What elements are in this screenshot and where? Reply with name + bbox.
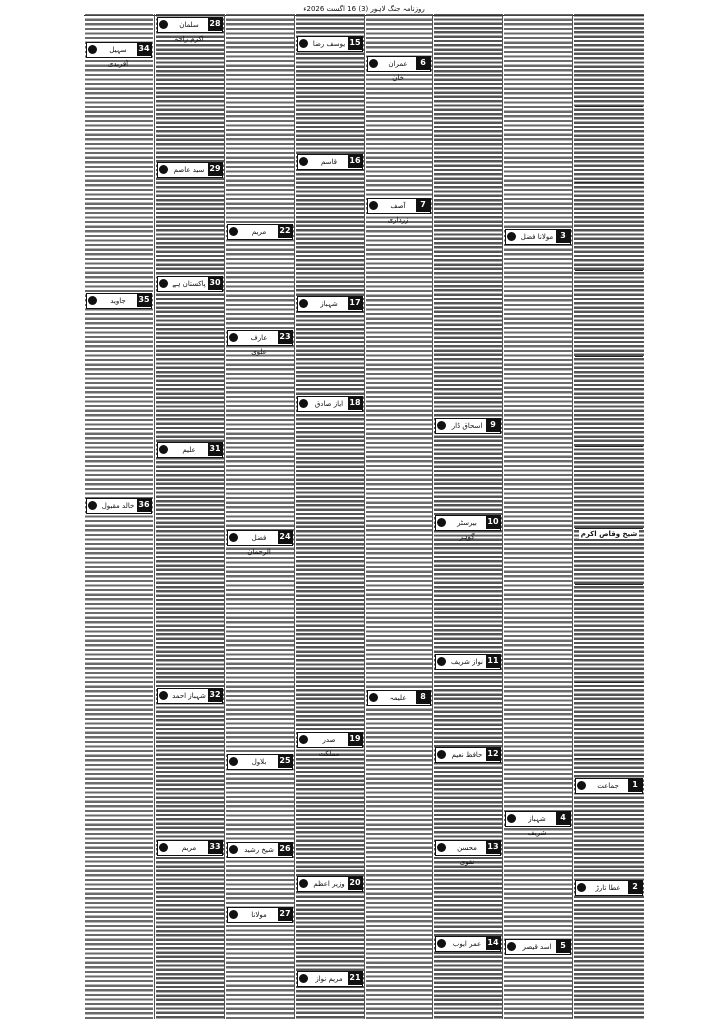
section-header-box bbox=[575, 778, 643, 794]
section-number: 9 bbox=[486, 418, 500, 432]
section-number: 28 bbox=[208, 17, 222, 31]
bullet-icon bbox=[229, 845, 238, 854]
section-number: 27 bbox=[278, 907, 292, 921]
bullet-icon bbox=[577, 883, 586, 892]
notice-separator bbox=[575, 270, 643, 271]
section-header-box bbox=[297, 732, 363, 758]
section-header-box bbox=[505, 939, 571, 955]
section-number: 33 bbox=[208, 840, 222, 854]
section-number: 12 bbox=[486, 747, 500, 761]
section-header-box bbox=[157, 162, 223, 178]
section-header-box bbox=[157, 17, 223, 43]
news-column bbox=[572, 14, 645, 1019]
section-header-box bbox=[367, 690, 431, 706]
section-name: مریم bbox=[251, 228, 267, 236]
bullet-icon bbox=[507, 942, 516, 951]
section-name: بلاول bbox=[251, 758, 267, 766]
section-name: سید عاصم bbox=[173, 166, 205, 174]
bullet-icon bbox=[299, 157, 308, 166]
section-number: 19 bbox=[348, 732, 362, 746]
section-name: وزیر اعظم bbox=[313, 880, 345, 888]
section-name: عارف علوی bbox=[250, 334, 268, 356]
section-name: اسحاق ڈار bbox=[451, 422, 483, 430]
section-number: 16 bbox=[348, 154, 362, 168]
bullet-icon bbox=[369, 693, 378, 702]
section-name: علیم bbox=[182, 446, 196, 454]
section-number: 20 bbox=[348, 876, 362, 890]
section-header-box bbox=[435, 654, 501, 670]
section-name: قاسم bbox=[320, 158, 337, 166]
section-name: مریم bbox=[181, 844, 197, 852]
bullet-icon bbox=[437, 843, 446, 852]
section-name: اسد قیصر bbox=[522, 943, 552, 951]
notice-separator bbox=[575, 106, 643, 107]
section-number: 21 bbox=[348, 971, 362, 985]
section-name: عمر ایوب bbox=[452, 940, 482, 948]
text-lines bbox=[504, 14, 572, 1019]
section-header-box bbox=[435, 515, 501, 541]
section-number: 17 bbox=[348, 296, 362, 310]
bullet-icon bbox=[369, 201, 378, 210]
bullet-icon bbox=[369, 59, 378, 68]
bullet-icon bbox=[159, 279, 168, 288]
section-header-box bbox=[367, 56, 431, 82]
section-name: پاکستان ہے bbox=[172, 280, 206, 288]
section-name: خالد مقبول bbox=[101, 502, 135, 510]
section-name: علیمہ bbox=[389, 694, 407, 702]
section-header-box bbox=[435, 418, 501, 434]
notice-separator bbox=[575, 356, 643, 357]
section-number: 31 bbox=[208, 442, 222, 456]
section-header-box bbox=[505, 811, 571, 837]
section-number: 6 bbox=[416, 56, 430, 70]
section-number: 10 bbox=[486, 515, 500, 529]
bullet-icon bbox=[437, 750, 446, 759]
section-name: مولانا فضل bbox=[520, 233, 554, 241]
section-number: 26 bbox=[278, 842, 292, 856]
bullet-icon bbox=[88, 45, 97, 54]
section-name: صدر مملکت bbox=[318, 736, 340, 758]
section-name: شہباز bbox=[320, 300, 338, 308]
section-number: 29 bbox=[208, 162, 222, 176]
bullet-icon bbox=[299, 299, 308, 308]
section-name: عطا تارڑ bbox=[595, 884, 621, 892]
news-column bbox=[224, 14, 295, 1019]
news-column bbox=[84, 14, 154, 1019]
notice-separator bbox=[575, 682, 643, 683]
bullet-icon bbox=[299, 735, 308, 744]
bullet-icon bbox=[159, 20, 168, 29]
section-number: 35 bbox=[137, 293, 151, 307]
notice-separator bbox=[575, 584, 643, 585]
bullet-icon bbox=[299, 974, 308, 983]
bullet-icon bbox=[437, 421, 446, 430]
news-column bbox=[432, 14, 503, 1019]
section-header-box bbox=[157, 442, 223, 458]
section-header-box bbox=[435, 840, 501, 866]
section-header-box bbox=[86, 498, 152, 514]
section-number: 30 bbox=[208, 276, 222, 290]
section-header-box bbox=[435, 747, 501, 763]
section-name: شیخ رشید bbox=[244, 846, 274, 854]
section-header-box bbox=[157, 276, 223, 292]
bullet-icon bbox=[577, 781, 586, 790]
section-name: عمران خان bbox=[388, 60, 408, 82]
news-column bbox=[294, 14, 365, 1019]
section-header-box bbox=[297, 396, 363, 412]
section-number: 11 bbox=[486, 654, 500, 668]
header-text: روزنامہ جنگ لاہور (3) 16 اگست 2026ء bbox=[303, 5, 425, 13]
section-name: نواز شریف bbox=[450, 658, 484, 666]
section-number: 36 bbox=[137, 498, 151, 512]
section-number: 15 bbox=[348, 36, 362, 50]
section-name: بیرسٹر گوہر bbox=[457, 519, 477, 541]
section-number: 24 bbox=[278, 530, 292, 544]
section-number: 23 bbox=[278, 330, 292, 344]
section-name: محسن نقوی bbox=[457, 844, 477, 866]
section-number: 1 bbox=[628, 778, 642, 792]
section-header-box bbox=[157, 688, 223, 704]
bullet-icon bbox=[507, 232, 516, 241]
section-header-box bbox=[227, 842, 293, 858]
bullet-icon bbox=[159, 691, 168, 700]
section-name: فضل الرحمان bbox=[247, 534, 271, 556]
section-name: آصف زرداری bbox=[387, 202, 409, 224]
section-name: شہباز شریف bbox=[527, 815, 547, 837]
text-lines bbox=[85, 14, 153, 1019]
section-number: 7 bbox=[416, 198, 430, 212]
section-name: سلمان اکرم راجہ bbox=[174, 21, 204, 43]
section-name: یوسف رضا bbox=[312, 40, 346, 48]
notice-separator bbox=[575, 446, 643, 447]
bullet-icon bbox=[229, 533, 238, 542]
section-header-box bbox=[227, 530, 293, 556]
section-header-box bbox=[227, 907, 293, 923]
text-lines bbox=[366, 14, 432, 1019]
section-header-box bbox=[435, 936, 501, 952]
bullet-icon bbox=[159, 445, 168, 454]
bullet-icon bbox=[507, 814, 516, 823]
section-header-box bbox=[297, 971, 363, 987]
bullet-icon bbox=[299, 879, 308, 888]
notice-separator bbox=[575, 758, 643, 759]
section-name: سہیل آفریدی bbox=[107, 46, 129, 68]
section-header-box bbox=[297, 876, 363, 892]
section-name: مولانا bbox=[251, 911, 267, 919]
section-header-box bbox=[367, 198, 431, 224]
section-name: ایاز صادق bbox=[314, 400, 344, 408]
section-name: جاوید bbox=[110, 297, 126, 305]
section-name: جماعت bbox=[597, 782, 619, 790]
text-lines bbox=[574, 14, 644, 1019]
bullet-icon bbox=[159, 843, 168, 852]
section-header-box bbox=[227, 754, 293, 770]
section-number: 13 bbox=[486, 840, 500, 854]
section-number: 22 bbox=[278, 224, 292, 238]
section-header-box bbox=[227, 224, 293, 240]
section-number: 8 bbox=[416, 690, 430, 704]
section-header-box bbox=[297, 296, 363, 312]
bullet-icon bbox=[299, 399, 308, 408]
bullet-icon bbox=[437, 657, 446, 666]
bullet-icon bbox=[88, 296, 97, 305]
bullet-icon bbox=[88, 501, 97, 510]
bullet-icon bbox=[229, 757, 238, 766]
bullet-icon bbox=[229, 910, 238, 919]
section-number: 5 bbox=[556, 939, 570, 953]
section-number: 34 bbox=[137, 42, 151, 56]
section-number: 4 bbox=[556, 811, 570, 825]
section-number: 2 bbox=[628, 880, 642, 894]
bullet-icon bbox=[437, 939, 446, 948]
section-name: شہباز احمد bbox=[172, 692, 206, 700]
bullet-icon bbox=[229, 333, 238, 342]
section-header-box bbox=[297, 154, 363, 170]
section-number: 18 bbox=[348, 396, 362, 410]
section-number: 32 bbox=[208, 688, 222, 702]
news-column bbox=[154, 14, 225, 1019]
notice-title: شیخ وقاص اکرم bbox=[580, 530, 638, 538]
section-header-box bbox=[86, 293, 152, 309]
section-header-box bbox=[505, 229, 571, 245]
section-number: 25 bbox=[278, 754, 292, 768]
bullet-icon bbox=[229, 227, 238, 236]
section-number: 3 bbox=[556, 229, 570, 243]
section-header-box bbox=[86, 42, 152, 68]
section-number: 14 bbox=[486, 936, 500, 950]
text-lines bbox=[226, 14, 294, 1019]
bullet-icon bbox=[437, 518, 446, 527]
section-name: حافظ نعیم bbox=[451, 751, 483, 759]
notice-separator bbox=[575, 182, 643, 183]
section-header-box bbox=[227, 330, 293, 356]
bullet-icon bbox=[299, 39, 308, 48]
section-name: مریم نواز bbox=[315, 975, 343, 983]
news-column bbox=[364, 14, 433, 1019]
section-header-box bbox=[575, 880, 643, 896]
news-column bbox=[502, 14, 573, 1019]
section-header-box bbox=[297, 36, 363, 52]
section-header-box bbox=[157, 840, 223, 856]
bullet-icon bbox=[159, 165, 168, 174]
